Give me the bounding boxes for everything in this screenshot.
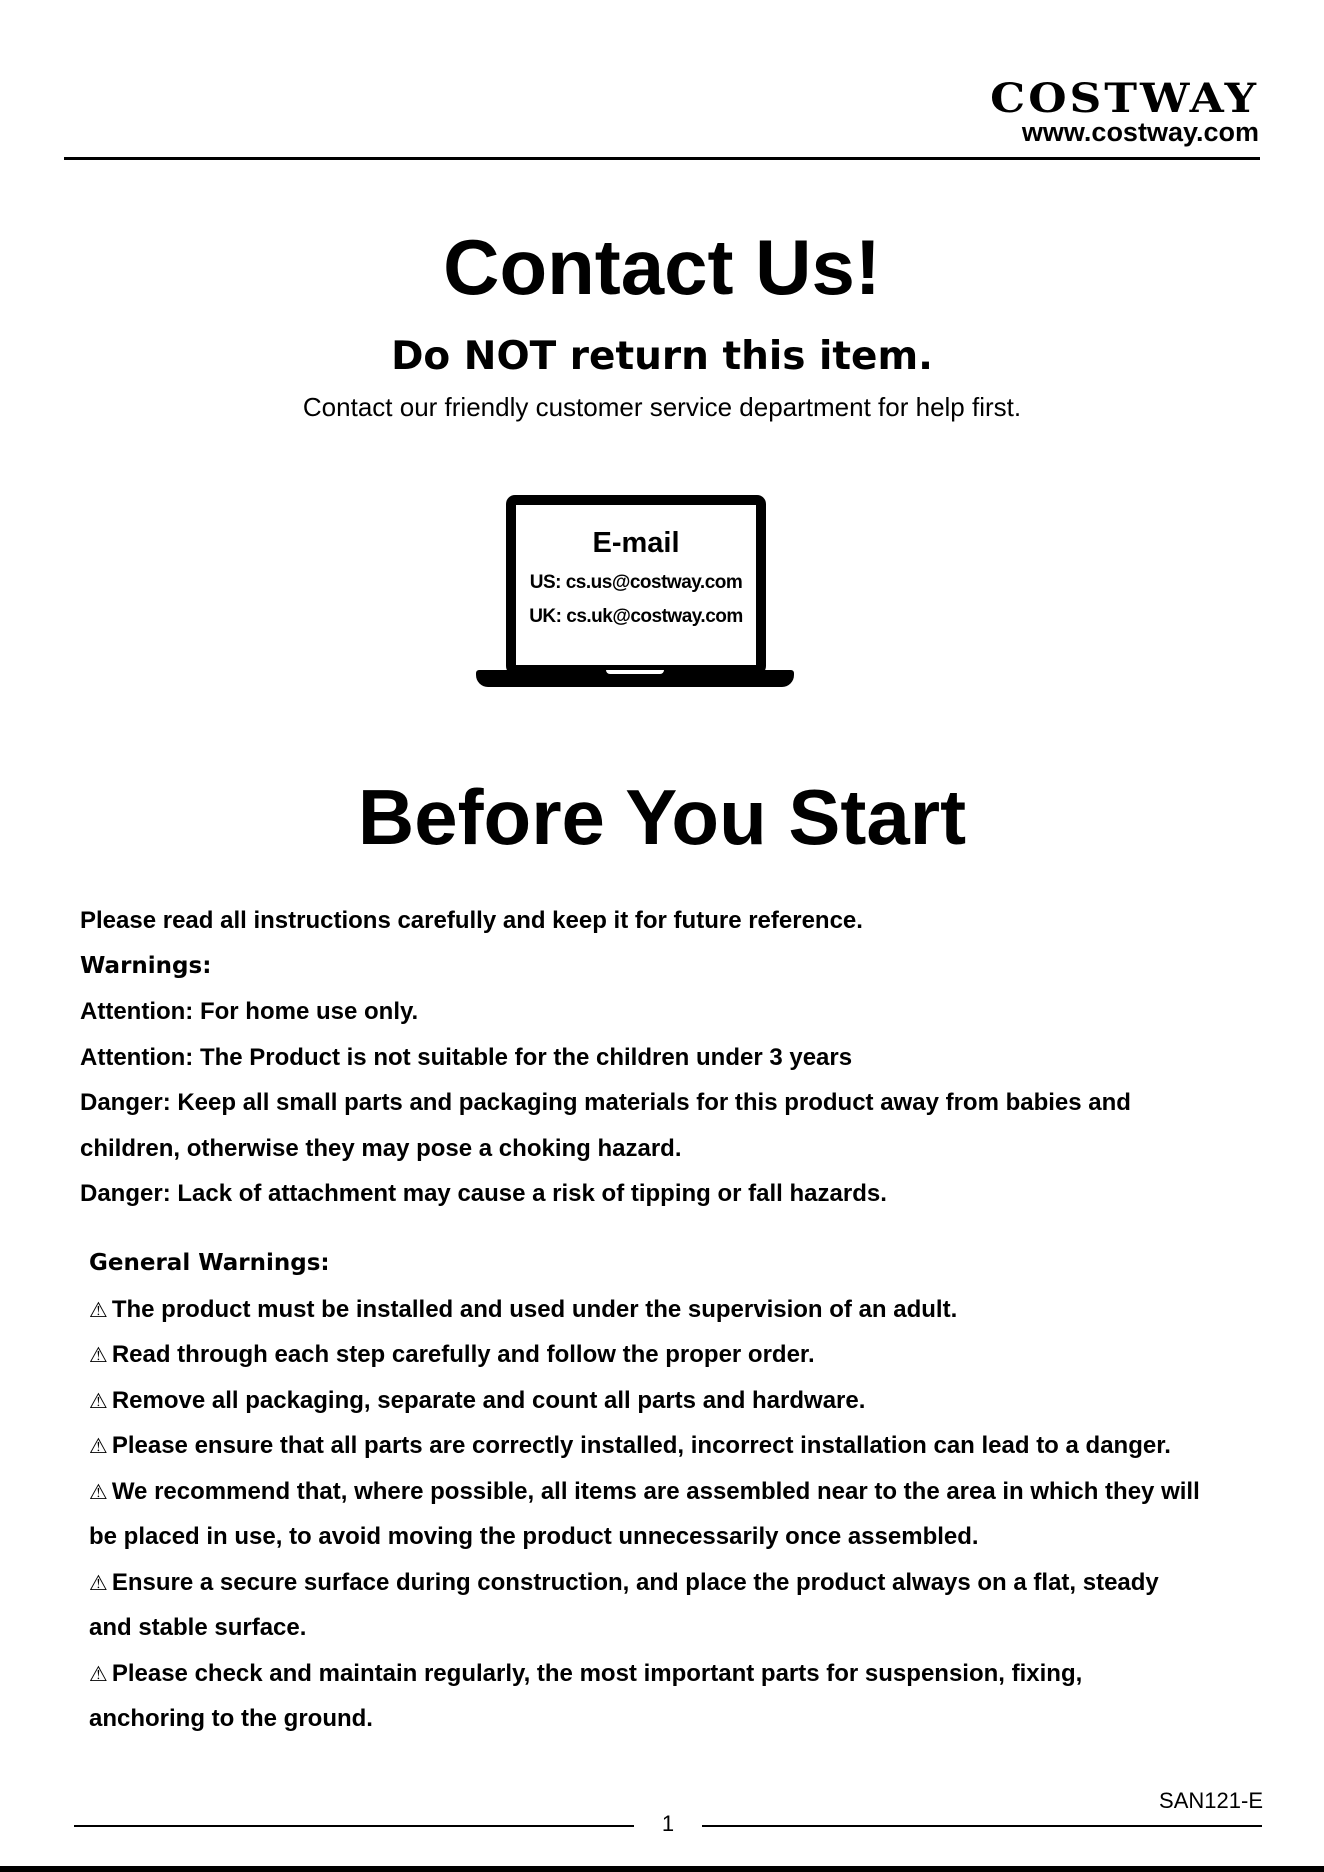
footer-divider-left [74, 1825, 634, 1827]
general-warnings-heading: General Warnings: [89, 1250, 330, 1276]
warning-line: Danger: Keep all small parts and packaging materials for this product away from babies and [80, 1089, 1131, 1116]
footer-divider-right [702, 1825, 1262, 1827]
contact-instruction: Contact our friendly customer service department for help first. [302, 392, 1022, 422]
warning-triangle-icon: ⚠ [89, 1388, 108, 1413]
general-warning-continuation: be placed in use, to avoid moving the product unnecessarily once assembled. [89, 1523, 979, 1550]
email-label: E-mail [592, 527, 680, 559]
general-warning-text: Please check and maintain regularly, the most important parts for suspension, fixing, [111, 1659, 1083, 1687]
general-warning-item [89, 1560, 1309, 1606]
laptop-icon [476, 492, 794, 692]
general-warning-item [89, 1287, 1309, 1333]
general-warning-item [89, 1469, 1309, 1515]
warnings-heading: Warnings: [80, 952, 212, 979]
warning-line: Attention: The Product is not suitable for the children under 3 years [80, 1043, 853, 1071]
contact-title: Contact Us! [443, 223, 881, 311]
page-number: 1 [661, 1811, 675, 1836]
general-warning-item [89, 1332, 1309, 1378]
general-warning-text: The product must be installed and used under the supervision of an adult. [111, 1295, 958, 1323]
email-us: US: cs.us@costway.com [529, 572, 743, 593]
document-code: SAN121-E [1159, 1788, 1263, 1813]
warning-triangle-icon: ⚠ [89, 1434, 108, 1458]
do-not-return-notice: Do NOT return this item. [391, 334, 933, 379]
general-warning-item [89, 1651, 1309, 1697]
laptop-notch [606, 670, 664, 674]
general-warning-text: Read through each step carefully and follow the proper order. [111, 1341, 815, 1368]
general-warning-text: We recommend that, where possible, all items are assembled near to the area in which they will [111, 1477, 1200, 1505]
email-uk: UK: cs.uk@costway.com [529, 606, 743, 627]
general-warning-item [89, 1378, 1309, 1424]
warnings-block [80, 898, 1300, 1217]
general-warnings-block [89, 1241, 1309, 1742]
warning-line: children, otherwise they may pose a choking hazard. [80, 1134, 682, 1162]
general-warning-continuation: and stable surface. [89, 1614, 307, 1641]
read-instructions-line: Please read all instructions carefully and keep it for future reference. [80, 907, 863, 934]
general-warning-continuation: anchoring to the ground. [89, 1705, 373, 1732]
warning-triangle-icon: ⚠ [89, 1570, 108, 1595]
warning-line: Danger: Lack of attachment may cause a risk of tipping or fall hazards. [80, 1180, 887, 1207]
page-bottom-edge [0, 1866, 1324, 1872]
warning-triangle-icon: ⚠ [89, 1479, 108, 1504]
warning-triangle-icon: ⚠ [89, 1343, 108, 1367]
general-warning-text: Ensure a secure surface during construction, and place the product always on a flat, steady [111, 1568, 1159, 1596]
camera-dot-icon [665, 509, 672, 516]
brand-logo: COSTWAY [990, 75, 1259, 122]
warning-triangle-icon: ⚠ [89, 1297, 108, 1322]
general-warning-text: Remove all packaging, separate and count all parts and hardware. [111, 1386, 866, 1414]
before-you-start-title: Before You Start [357, 773, 967, 861]
brand-website: www.costway.com [1021, 117, 1259, 147]
general-warning-item [89, 1423, 1309, 1469]
warning-line: Attention: For home use only. [80, 998, 419, 1025]
general-warning-text: Please ensure that all parts are correctly installed, incorrect installation can lead to a danger. [111, 1432, 1171, 1459]
laptop-screen [506, 495, 766, 675]
warning-triangle-icon: ⚠ [89, 1661, 108, 1686]
header-divider [64, 157, 1260, 160]
